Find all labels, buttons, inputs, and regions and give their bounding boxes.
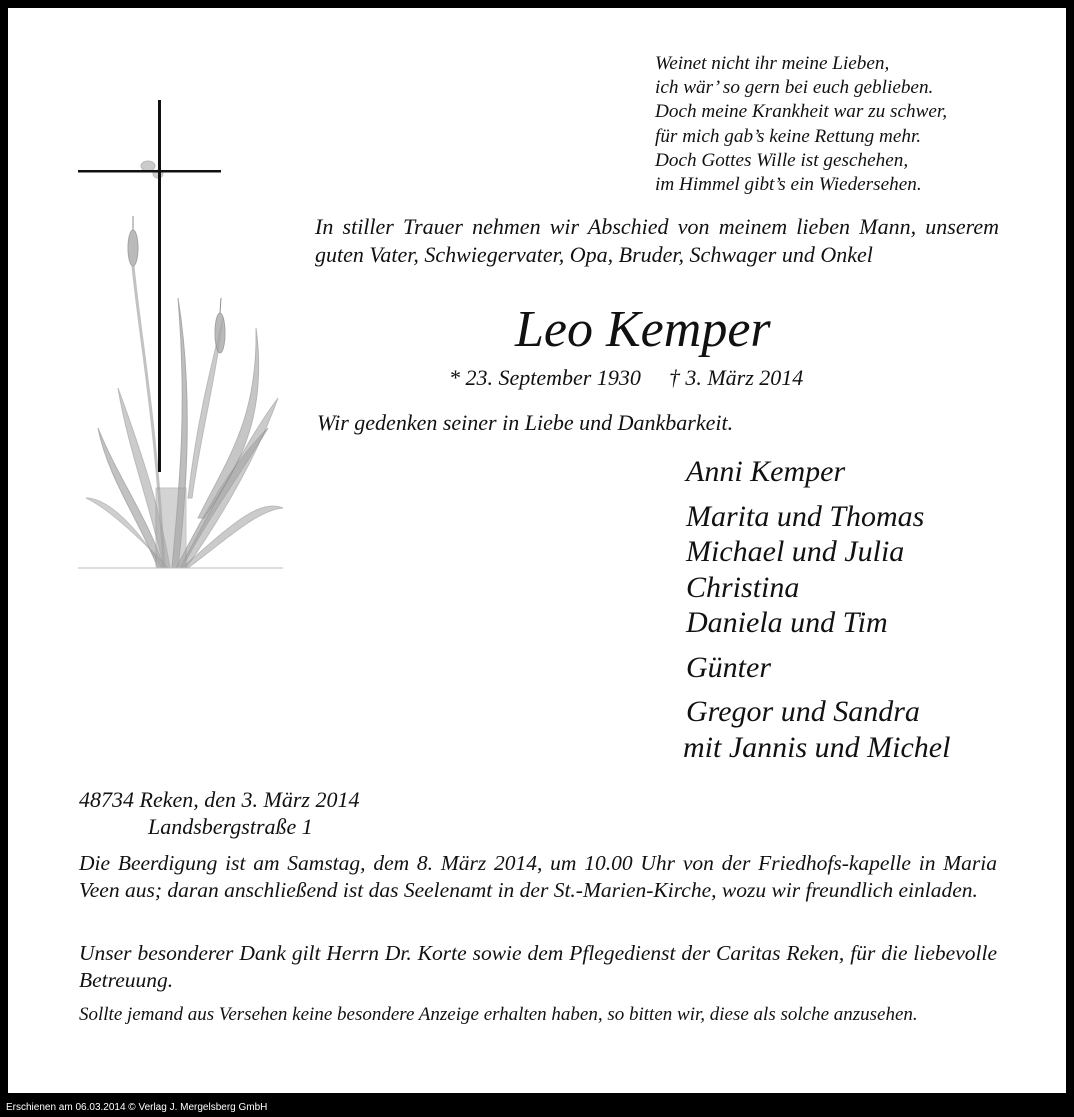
poem-line: Weinet nicht ihr meine Lieben, (655, 53, 890, 74)
family-group (686, 499, 950, 641)
poem-line: für mich gab’s keine Rettung mehr. (655, 125, 922, 147)
family-group (686, 650, 950, 686)
family-group (686, 454, 950, 490)
obituary-notice (8, 8, 1066, 1093)
funeral-text: Die Beerdigung ist am Samstag, dem 8. März 2014, um 10.00 Uhr von der Friedhofs-kapelle in Maria Veen aus; daran anschließend ist das Seelenamt in der St.-Marien-Kirche, wozu wir freundlich einladen. (79, 851, 997, 902)
notice-text: Sollte jemand aus Versehen keine besondere Anzeige erhalten haben, so bitten wir, diese als solche anzusehen. (79, 1004, 918, 1025)
family-member: Christina (686, 570, 800, 604)
address: Landsbergstraße 1 (148, 814, 313, 839)
poem-line: Doch Gottes Wille ist geschehen, (655, 149, 909, 171)
remembrance-text: Wir gedenken seiner in Liebe und Dankbarkeit. (317, 410, 734, 435)
publication-footer: Erschienen am 06.03.2014 © Verlag J. Mergelsberg GmbH (6, 1102, 268, 1113)
cross-with-reeds-icon (78, 98, 288, 578)
poem-line: ich wär’ so gern bei euch geblieben. (655, 77, 934, 99)
family-member: Michael und Julia (686, 535, 905, 568)
intro-text: In stiller Trauer nehmen wir Abschied von meinem lieben Mann, unserem guten Vater, Schwiegervater, Opa, Bruder, Schwager und Onkel (315, 214, 999, 267)
family-member: Anni Kemper (686, 455, 846, 488)
death-date: † 3. März 2014 (668, 365, 804, 390)
deceased-name: Leo Kemper (515, 301, 771, 358)
place-and-address (79, 786, 359, 840)
family-member: Daniela und Tim (686, 606, 888, 639)
life-dates (449, 364, 803, 392)
thanks-text: Unser besonderer Dank gilt Herrn Dr. Korte sowie dem Pflegedienst der Caritas Reken, für die liebevolle Betreuung. (79, 941, 997, 992)
birth-date: * 23. September 1930 (449, 365, 641, 390)
family-list (683, 454, 951, 774)
family-group (683, 694, 951, 765)
poem-line: im Himmel gibt’s ein Wiedersehen. (655, 174, 922, 196)
family-member: Günter (686, 650, 771, 684)
poem (655, 52, 947, 197)
family-member: Gregor und Sandra (686, 695, 920, 728)
family-member: mit Jannis und Michel (683, 730, 951, 764)
poem-line: Doch meine Krankheit war zu schwer, (655, 101, 948, 123)
city-date: 48734 Reken, den 3. März 2014 (79, 787, 360, 812)
family-member: Marita und Thomas (686, 499, 925, 533)
